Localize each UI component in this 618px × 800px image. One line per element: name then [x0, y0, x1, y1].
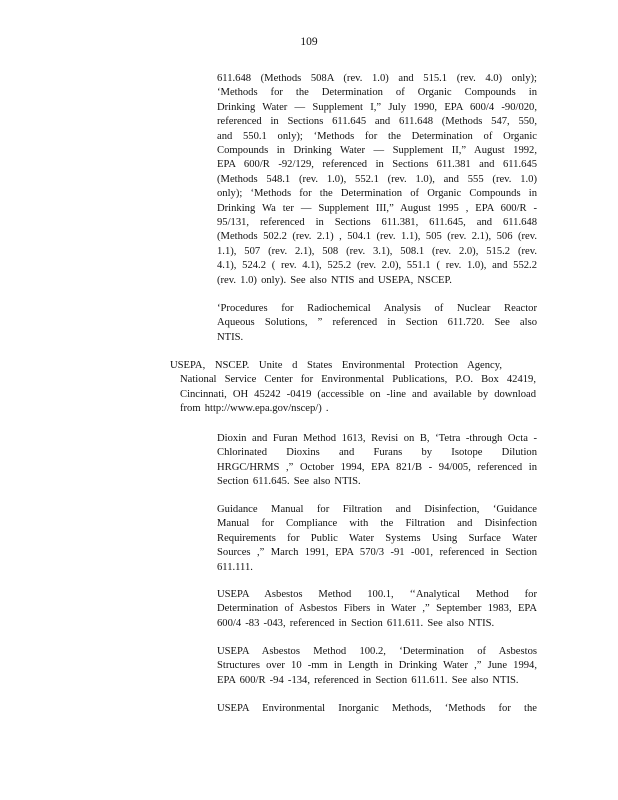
text-line: Structures over 10 -mm in Length in Drinking Water ,” June 1994,: [217, 660, 537, 672]
text-line: Dioxin and Furan Method 1613, Revisi on B, ‘Tetra -through Octa -: [217, 433, 537, 444]
text-line: Aqueous Solutions, ” referenced in Section 611.720. See also: [217, 317, 537, 329]
text-line: Determination of Asbestos Fibers in Water ,” September 1983, EPA: [217, 603, 537, 615]
text-line: ‘Methods for the Determination of Organic Compounds in: [217, 87, 537, 99]
page-number: 109: [300, 36, 318, 48]
text-line: (Methods 502.2 (rev. 2.1) , 504.1 (rev. 1.1), 505 (rev. 2.1), 506 (rev.: [217, 231, 537, 243]
text-line: 1.1), 507 (rev. 2.1), 508 (rev. 3.1), 508.1 (rev. 2.0), 515.2 (rev.: [217, 245, 537, 257]
text-line: HRGC/HRMS ,” October 1994, EPA 821/B - 94/005, referenced in: [217, 461, 537, 473]
text-line: referenced in Sections 611.645 and 611.648 (Methods 547, 550,: [217, 116, 537, 128]
text-line: 600/4 -83 -043, referenced in Section 611.611. See also NTIS.: [217, 617, 495, 629]
text-line: Drinking Water — Supplement I,” July 1990, EPA 600/4 -90/020,: [217, 101, 537, 113]
text-line: Cincinnati, OH 45242 -0419 (accessible on -line and available by download: [180, 388, 536, 400]
text-line: Chlorinated Dioxins and Furans by Isotope Dilution: [217, 447, 537, 459]
text-line: USEPA, NSCEP. Unite d States Environmental Protection Agency,: [170, 360, 502, 371]
text-line: EPA 600/R -92/129, referenced in Sections 611.381 and 611.645: [217, 159, 537, 171]
text-line: USEPA Asbestos Method 100.1, ‘‘Analytical Method for: [217, 589, 537, 600]
text-line: 95/131, referenced in Sections 611.381, 611.645, and 611.648: [217, 217, 537, 229]
inorganic-methods-paragraph: [217, 702, 537, 716]
text-line: Guidance Manual for Filtration and Disinfection, ‘Guidance: [217, 504, 537, 515]
radiochemical-procedures-paragraph: [217, 302, 537, 345]
usepa-nscep-paragraph: [170, 359, 536, 417]
guidance-manual-paragraph: [217, 503, 537, 575]
text-line: (Methods 548.1 (rev. 1.0), 552.1 (rev. 1.0), and 555 (rev. 1.0): [217, 173, 537, 185]
text-line: USEPA Environmental Inorganic Methods, ‘Methods for the: [217, 703, 537, 714]
text-line: Sources ,” March 1991, EPA 570/3 -91 -001, referenced in Section: [217, 547, 537, 559]
text-line: ‘Procedures for Radiochemical Analysis of Nuclear Reactor: [217, 303, 537, 314]
methods-continuation-paragraph: [217, 72, 537, 288]
asbestos-method-100-2-paragraph: [217, 645, 537, 688]
text-line: EPA 600/R -94 -134, referenced in Section 611.611. See also NTIS.: [217, 674, 519, 686]
text-line: USEPA Asbestos Method 100.2, ‘Determination of Asbestos: [217, 646, 537, 657]
text-line: Section 611.645. See also NTIS.: [217, 476, 361, 488]
text-line: 4.1), 524.2 ( rev. 4.1), 525.2 (rev. 2.0), 551.1 ( rev. 1.0), and 552.2: [217, 260, 537, 272]
text-line: National Service Center for Environmental Publications, P.O. Box 42419,: [180, 374, 536, 386]
text-line: Requirements for Public Water Systems Using Surface Water: [217, 532, 537, 544]
text-line: (rev. 1.0) only). See also NTIS and USEPA, NSCEP.: [217, 274, 452, 286]
text-line: Compounds in Drinking Water — Supplement II,” August 1992,: [217, 145, 537, 157]
text-line: Drinking Wa ter — Supplement III,” August 1995 , EPA 600/R -: [217, 202, 537, 214]
text-line: 611.111.: [217, 561, 253, 573]
text-line: Manual for Compliance with the Filtration and Disinfection: [217, 518, 537, 530]
text-line: and 550.1 only); ‘Methods for the Determination of Organic: [217, 130, 537, 142]
text-line: only); ‘Methods for the Determination of Organic Compounds in: [217, 188, 537, 200]
text-line: 611.648 (Methods 508A (rev. 1.0) and 515.1 (rev. 4.0) only);: [217, 73, 537, 84]
dioxin-furan-paragraph: [217, 432, 537, 490]
text-line: from http://www.epa.gov/nscep/) .: [180, 403, 329, 415]
asbestos-method-100-1-paragraph: [217, 588, 537, 631]
text-line: NTIS.: [217, 331, 244, 343]
